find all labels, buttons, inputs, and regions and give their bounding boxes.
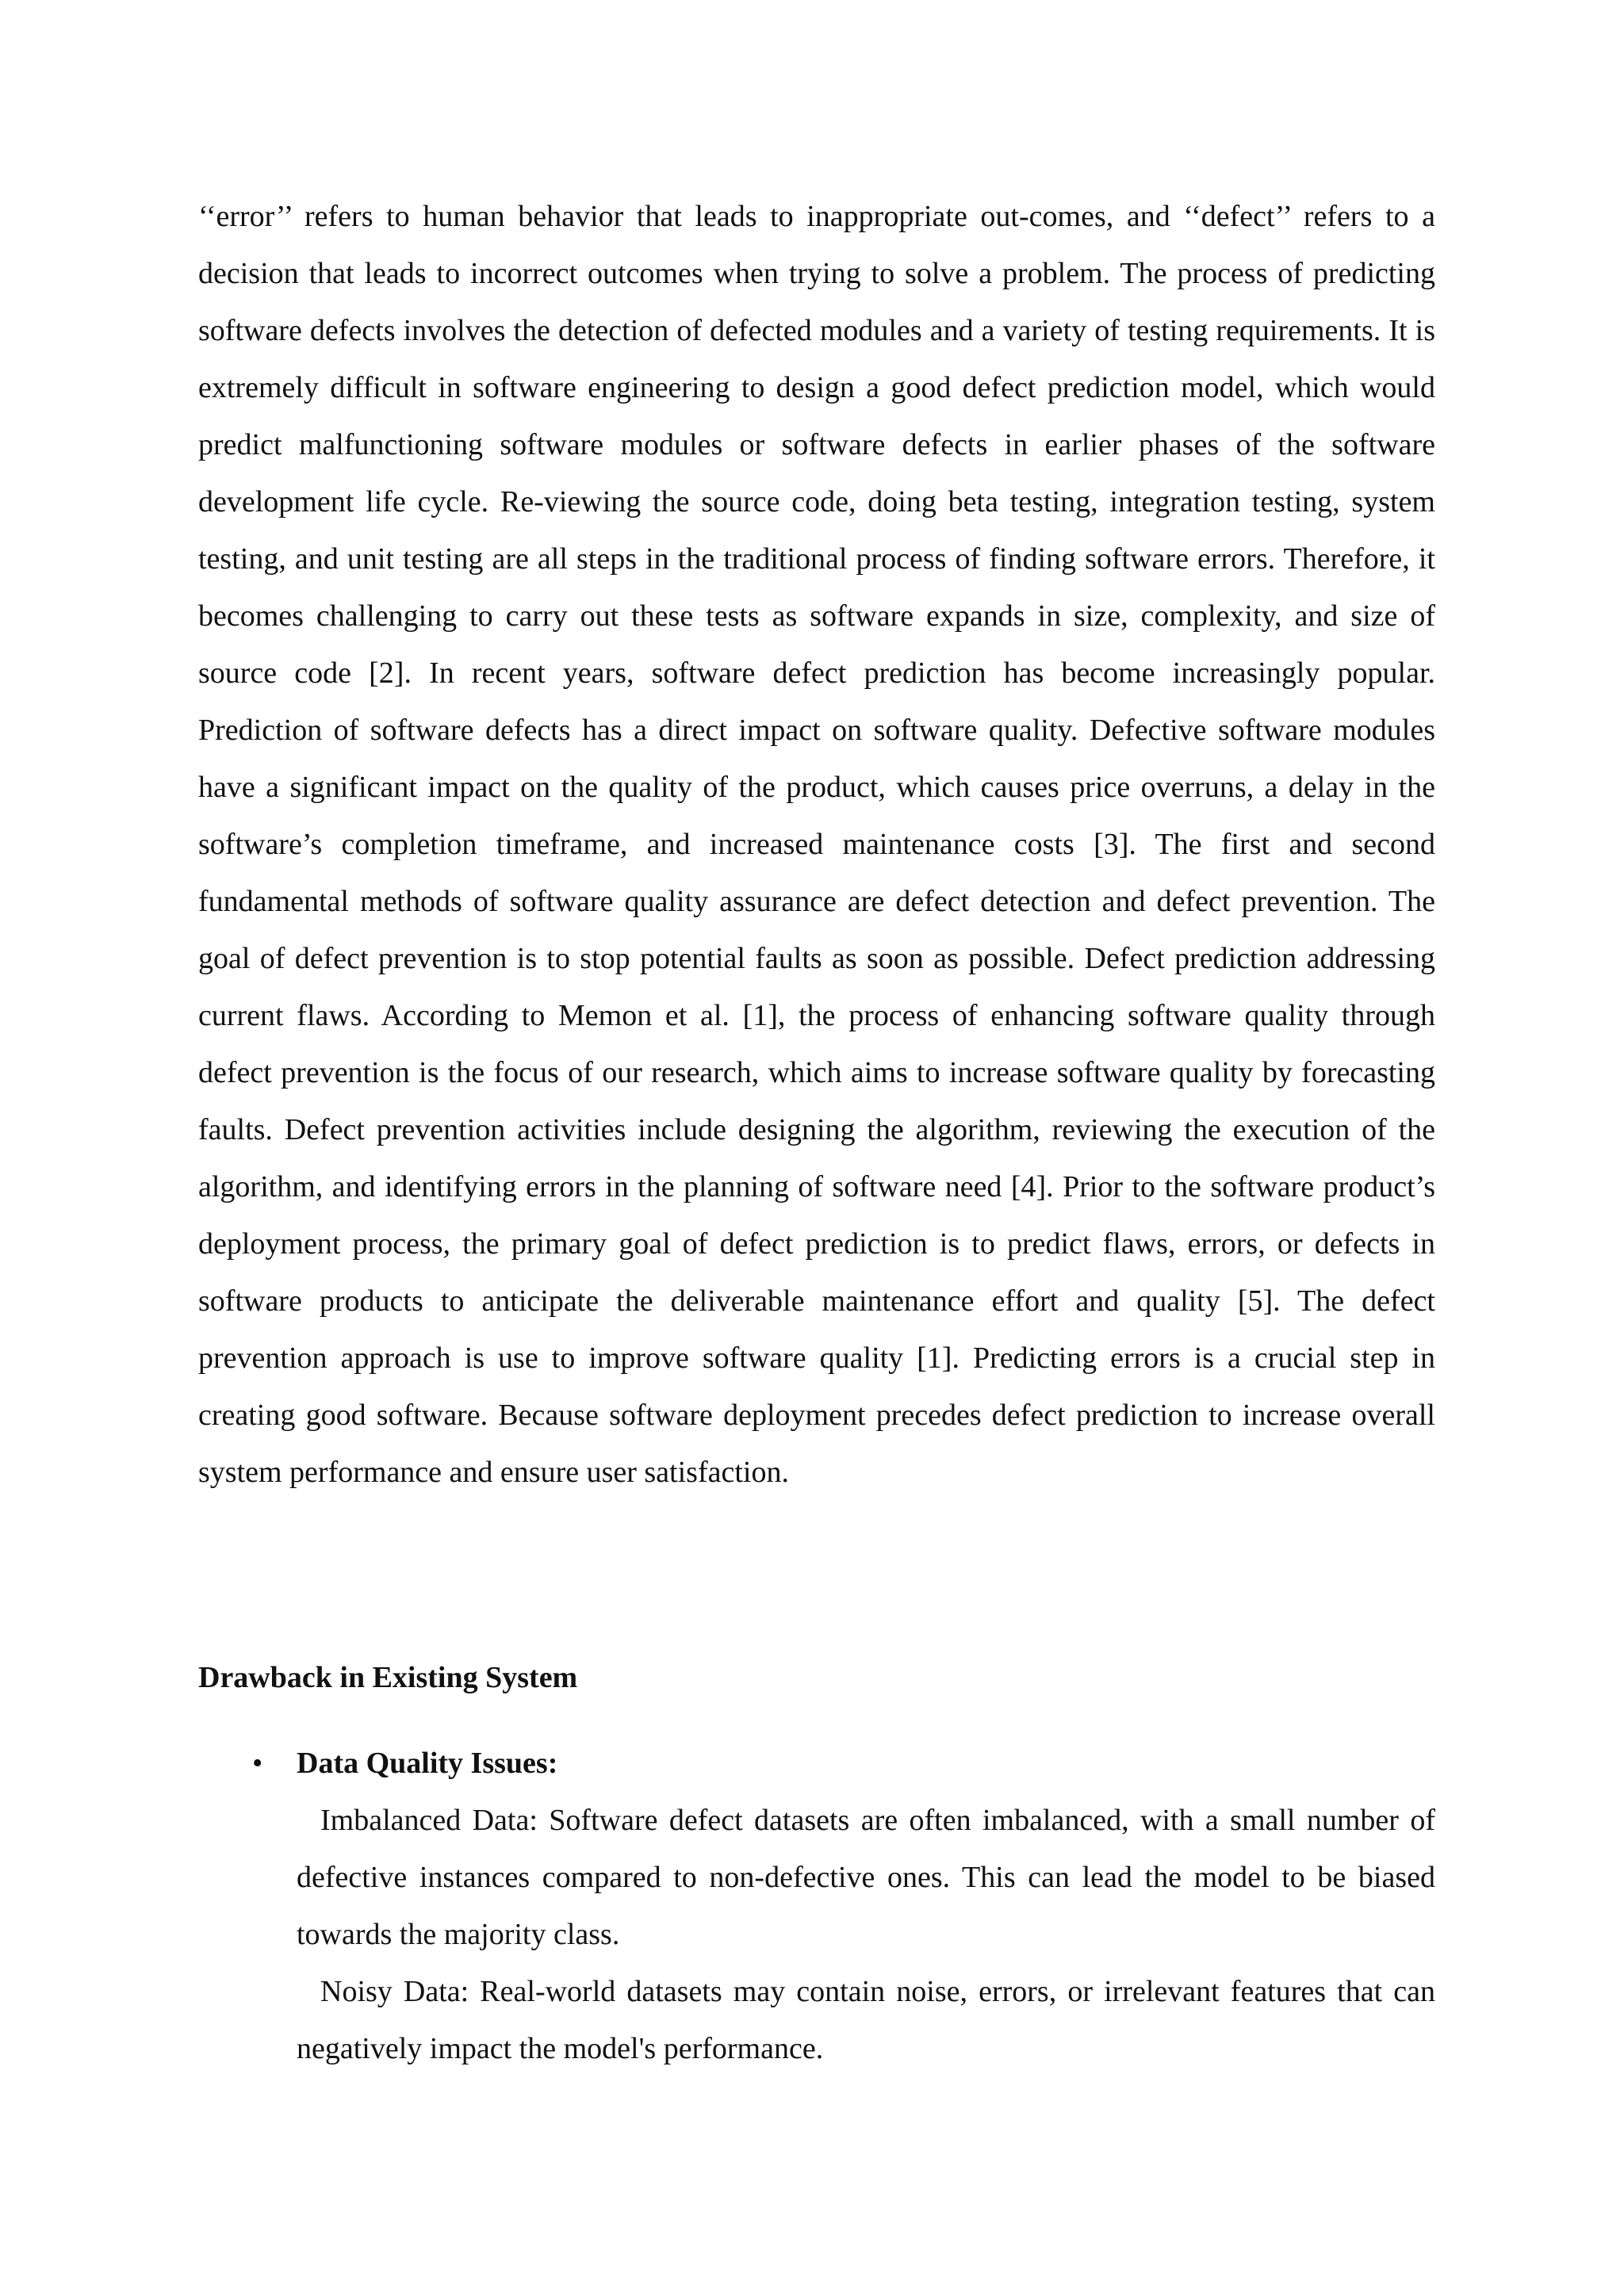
bullet-title: Data Quality Issues: [297, 1747, 558, 1780]
intro-paragraph: ‘‘error’’ refers to human behavior that leads to inappropriate out-comes, and ‘‘defect’’ refers to a decision that leads to incorrect outcomes when trying to solve a problem. The process of predicting software defects involves the detection of defected modules and a variety of testing requirements. It is extremely difficult in software engineering to design a good defect prediction model, which would predict malfunctioning software modules or software defects in earlier phases of the software development life cycle. Re-viewing the source code, doing beta testing, integration testing, system testing, and unit testing are all steps in the traditional process of finding software errors. Therefore, it becomes challenging to carry out these tests as software expands in size, complexity, and size of source code [2]. In recent years, software defect prediction has become increasingly popular. Prediction of software defects has a direct impact on software quality. Defective software modules have a significant impact on the quality of the product, which causes price overruns, a delay in the software’s completion timeframe, and increased maintenance costs [3]. The first and second fundamental methods of software quality assurance are defect detection and defect prevention. The goal of defect prevention is to stop potential faults as soon as possible. Defect prediction addressing current flaws. According to Memon et al. [1], the process of enhancing software quality through defect prevention is the focus of our research, which aims to increase software quality by forecasting faults. Defect prevention activities include designing the algorithm, reviewing the execution of the algorithm, and identifying errors in the planning of software need [4]. Prior to the software product’s deployment process, the primary goal of defect prediction is to predict flaws, errors, or defects in software products to anticipate the deliverable maintenance effort and quality [5]. The defect prevention approach is use to improve software quality [1]. Predicting errors is a crucial step in creating good software. Because software deployment precedes defect prediction to increase overall system performance and ensure user satisfaction. [198, 200, 1435, 1489]
bullet-icon: • [252, 1747, 263, 1780]
list-item [198, 1735, 1435, 2077]
imbalanced-data-paragraph: Imbalanced Data: Software defect datasets are often imbalanced, with a small number of defective instances compared to non-defective ones. This can lead the model to be biased towards the majority class. [297, 1804, 1435, 1951]
drawback-list [198, 1735, 1435, 2077]
section-heading: Drawback in Existing System [198, 1661, 578, 1694]
noisy-data-paragraph: Noisy Data: Real-world datasets may contain noise, errors, or irrelevant features that can negatively impact the model's performance. [297, 1975, 1435, 2065]
